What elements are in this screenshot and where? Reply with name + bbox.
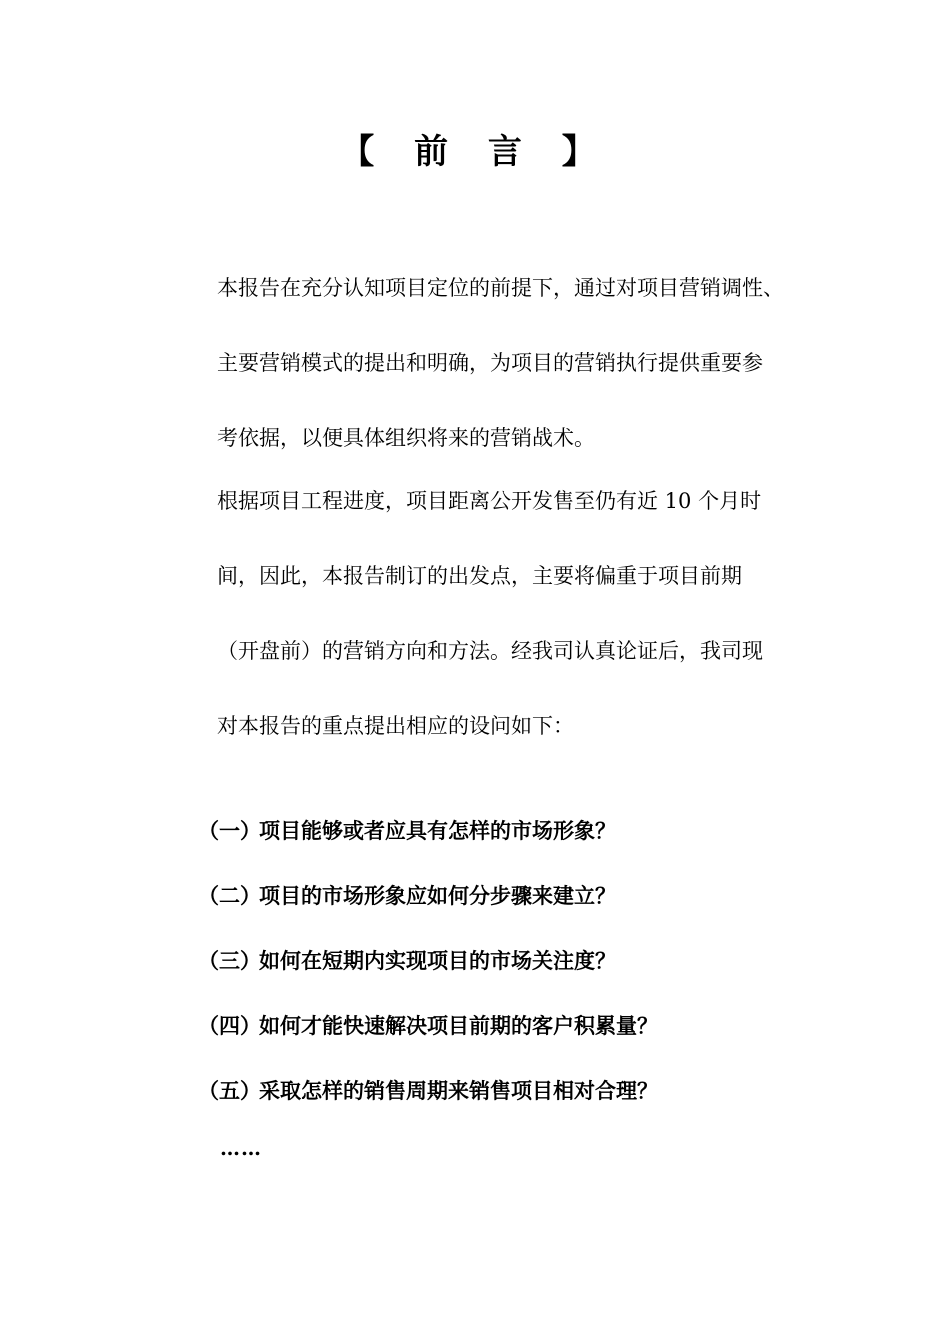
question-number: （二） bbox=[198, 883, 261, 908]
question-number: （四） bbox=[198, 1013, 261, 1038]
question-item bbox=[198, 818, 838, 883]
question-item bbox=[198, 1013, 838, 1078]
question-list bbox=[198, 818, 838, 1143]
paragraph-line: （开盘前）的营销方向和方法。经我司认真论证后，我司现 bbox=[217, 639, 763, 663]
question-text: 项目能够或者应具有怎样的市场形象？ bbox=[259, 818, 616, 843]
question-item bbox=[198, 883, 838, 948]
question-text: 如何才能快速解决项目前期的客户积累量？ bbox=[259, 1013, 658, 1038]
question-number: （五） bbox=[198, 1078, 261, 1103]
question-number: （一） bbox=[198, 818, 261, 843]
continuation-ellipsis: …… bbox=[220, 1136, 262, 1160]
page-title: 【 前 言 】 bbox=[340, 132, 610, 172]
question-text: 采取怎样的销售周期来销售项目相对合理？ bbox=[259, 1078, 658, 1103]
paragraph-line: 本报告在充分认知项目定位的前提下，通过对项目营销调性、 bbox=[217, 276, 784, 300]
paragraph-line: 根据项目工程进度，项目距离公开发售至仍有近 10 个月时 bbox=[217, 489, 762, 513]
question-item bbox=[198, 1078, 838, 1143]
paragraph-line: 对本报告的重点提出相应的设问如下： bbox=[217, 714, 574, 738]
intro-paragraph bbox=[217, 276, 837, 501]
question-number: （三） bbox=[198, 948, 261, 973]
question-text: 项目的市场形象应如何分步骤来建立？ bbox=[259, 883, 616, 908]
paragraph-line: 主要营销模式的提出和明确，为项目的营销执行提供重要参 bbox=[217, 351, 763, 375]
context-paragraph bbox=[217, 489, 837, 789]
question-text: 如何在短期内实现项目的市场关注度？ bbox=[259, 948, 616, 973]
paragraph-line: 考依据，以便具体组织将来的营销战术。 bbox=[217, 426, 595, 450]
question-item bbox=[198, 948, 838, 1013]
paragraph-line: 间，因此，本报告制订的出发点，主要将偏重于项目前期 bbox=[217, 564, 742, 588]
